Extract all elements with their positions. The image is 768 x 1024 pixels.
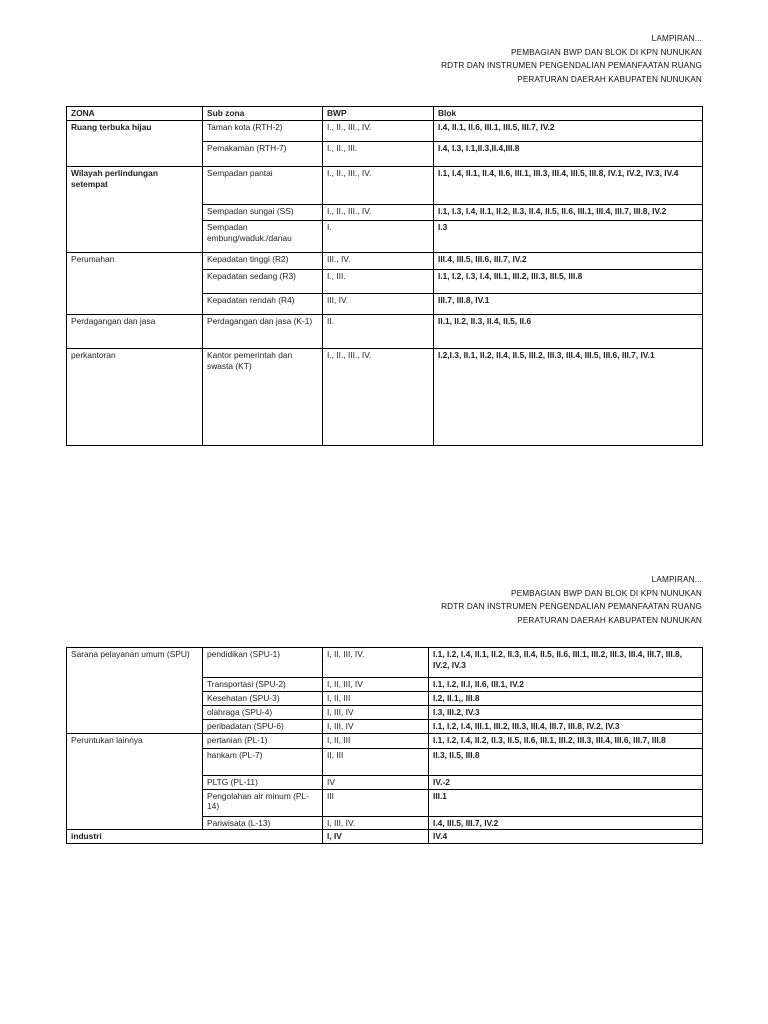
bwp-cell: I, IV — [323, 830, 429, 844]
blok-cell: I.1, I.2, I.3, I.4, III.1, III.2, III.3, III.5, III.8 — [434, 270, 703, 294]
bwp-cell: IV — [323, 775, 429, 789]
blok-cell: I.3, III.2, IV.3 — [429, 705, 703, 719]
document-header-top — [441, 32, 702, 86]
zona-cell: Peruntukan lainnya — [67, 733, 203, 830]
blok-cell: I.4, II.1, II.6, III.1, III.5, III.7, IV.2 — [434, 121, 703, 142]
bwp-cell: I, II, III, IV. — [323, 648, 429, 678]
table-row — [67, 648, 703, 678]
column-header-bwp: BWP — [323, 107, 434, 121]
zona-cell: perkantoran — [67, 349, 203, 446]
blok-cell: I.3 — [434, 221, 703, 253]
blok-cell: III.4, III.5, III.6, III.7, IV.2 — [434, 253, 703, 270]
bwp-cell: I., II., III., IV. — [323, 167, 434, 205]
blok-cell: III.7, III.8, IV.1 — [434, 294, 703, 315]
zoning-table-bottom — [66, 647, 703, 844]
blok-cell: I.1, I.4, II.1, II.4, II.6, III.1, III.3, III.4, III.5, III.8, IV.1, IV.2, IV.3, IV.4 — [434, 167, 703, 205]
subzona-cell: olahraga (SPU-4) — [203, 705, 323, 719]
header-line: PERATURAN DAERAH KABUPATEN NUNUKAN — [517, 615, 702, 625]
bwp-cell: I, II, III, IV — [323, 678, 429, 692]
header-line: PEMBAGIAN BWP DAN BLOK DI KPN NUNUKAN — [510, 47, 702, 57]
header-line: PERATURAN DAERAH KABUPATEN NUNUKAN — [517, 74, 702, 84]
bwp-cell: III — [323, 789, 429, 816]
bwp-cell: I, III, IV — [323, 719, 429, 733]
subzona-cell: Pengolahan air minum (PL-14) — [203, 789, 323, 816]
subzona-cell: pendidikan (SPU-1) — [203, 648, 323, 678]
blok-cell: I.1, I.2, II.I, II.6, III.1, IV.2 — [429, 678, 703, 692]
blok-cell: I.2, II.1,, III.8 — [429, 691, 703, 705]
table-row — [67, 121, 703, 142]
subzona-cell: Sempadan pantai — [203, 167, 323, 205]
table-row — [67, 349, 703, 446]
bwp-cell: I, II, III — [323, 733, 429, 748]
zona-cell: Sarana pelayanan umum (SPU) — [67, 648, 203, 734]
bwp-cell: II, III — [323, 748, 429, 775]
table-row — [67, 830, 703, 844]
zona-cell: Perumahan — [67, 253, 203, 315]
column-header-subzona: Sub zona — [203, 107, 323, 121]
column-header-blok: Blok — [434, 107, 703, 121]
bwp-cell: I. — [323, 221, 434, 253]
bwp-cell: I., II., III., IV. — [323, 349, 434, 446]
zona-cell: Perdagangan dan jasa — [67, 315, 203, 349]
subzona-cell: Pemakaman (RTH-7) — [203, 142, 323, 167]
zoning-table-top — [66, 106, 703, 446]
subzona-cell: Taman kota (RTH-2) — [203, 121, 323, 142]
subzona-cell: Transportasi (SPU-2) — [203, 678, 323, 692]
blok-cell: I.4, I.3, I.1,II.3,II.4,III.8 — [434, 142, 703, 167]
subzona-cell: Sempadan embung/waduk./danau — [203, 221, 323, 253]
subzona-cell: Perdagangan dan jasa (K-1) — [203, 315, 323, 349]
blok-cell: I.1, I.2, I.4, II.2, II.3, II.5, II.6, III.1, III.2, III.3, III.4, III.6, III.7, III.8 — [429, 733, 703, 748]
header-line: LAMPIRAN... — [651, 34, 702, 43]
subzona-cell: peribadatan (SPU-6) — [203, 719, 323, 733]
subzona-cell: Kesehatan (SPU-3) — [203, 691, 323, 705]
document-header-bottom — [441, 573, 702, 627]
bwp-cell: I., II., III. — [323, 142, 434, 167]
blok-cell: IV.-2 — [429, 775, 703, 789]
blok-cell: II.1, II.2, II.3, II.4, II.5, II.6 — [434, 315, 703, 349]
subzona-cell: PLTG (PL-11) — [203, 775, 323, 789]
zona-cell: Ruang terbuka hijau — [67, 121, 203, 167]
bwp-cell: II. — [323, 315, 434, 349]
blok-cell: I.2,I.3, II.1, II.2, II.4, II.5, III.2, III.3, III.4, III.5, III.6, III.7, IV.1 — [434, 349, 703, 446]
bwp-cell: I., II., III., IV. — [323, 205, 434, 221]
bwp-cell: I, II, III — [323, 691, 429, 705]
subzona-cell: Pariwisata (L-13) — [203, 816, 323, 830]
blok-cell: II.3, II.5, III.8 — [429, 748, 703, 775]
bwp-cell: I, III, IV — [323, 705, 429, 719]
zona-cell: industri — [67, 830, 323, 844]
subzona-cell: Sempadan sungai (SS) — [203, 205, 323, 221]
bwp-cell: I., III. — [323, 270, 434, 294]
table-row — [67, 733, 703, 748]
table-row — [67, 315, 703, 349]
subzona-cell: pertanian (PL-1) — [203, 733, 323, 748]
header-line: LAMPIRAN... — [651, 575, 702, 584]
bwp-cell: I, III, IV. — [323, 816, 429, 830]
header-line: PEMBAGIAN BWP DAN BLOK DI KPN NUNUKAN — [510, 588, 702, 598]
column-header-zona: ZONA — [67, 107, 203, 121]
header-line: RDTR DAN INSTRUMEN PENGENDALIAN PEMANFAATAN RUANG — [441, 61, 702, 70]
table-header-row — [67, 107, 703, 121]
zona-cell: Wilayah perlindungan setempat — [67, 167, 203, 253]
blok-cell: I.1, I.2, I.4, III.1, III.2, III.3, III.4, III.7, III.8, IV.2, IV.3 — [429, 719, 703, 733]
bwp-cell: III, IV. — [323, 294, 434, 315]
blok-cell: I.1, I.2, I.4, II.1, II.2, II.3, II.4, II.5, II.6, III.1, III.2, III.3, III.4, III.7, III.8, IV.2, IV.3 — [429, 648, 703, 678]
subzona-cell: Kepadatan rendah (R4) — [203, 294, 323, 315]
blok-cell: III.1 — [429, 789, 703, 816]
subzona-cell: Kepadatan sedang (R3) — [203, 270, 323, 294]
subzona-cell: hankam (PL-7) — [203, 748, 323, 775]
blok-cell: IV.4 — [429, 830, 703, 844]
blok-cell: I.4, III.5, III.7, IV.2 — [429, 816, 703, 830]
table-row — [67, 253, 703, 270]
header-line: RDTR DAN INSTRUMEN PENGENDALIAN PEMANFAATAN RUANG — [441, 602, 702, 611]
blok-cell: I.1, I.3, I.4, II.1, II.2, II.3, II.4, II.5, II.6, III.1, III.4, III.7, III.8, IV.2 — [434, 205, 703, 221]
subzona-cell: Kepadatan tinggi (R2) — [203, 253, 323, 270]
bwp-cell: I., II., III., IV. — [323, 121, 434, 142]
table-row — [67, 167, 703, 205]
subzona-cell: Kantor pemerintah dan swasta (KT) — [203, 349, 323, 446]
bwp-cell: III., IV. — [323, 253, 434, 270]
